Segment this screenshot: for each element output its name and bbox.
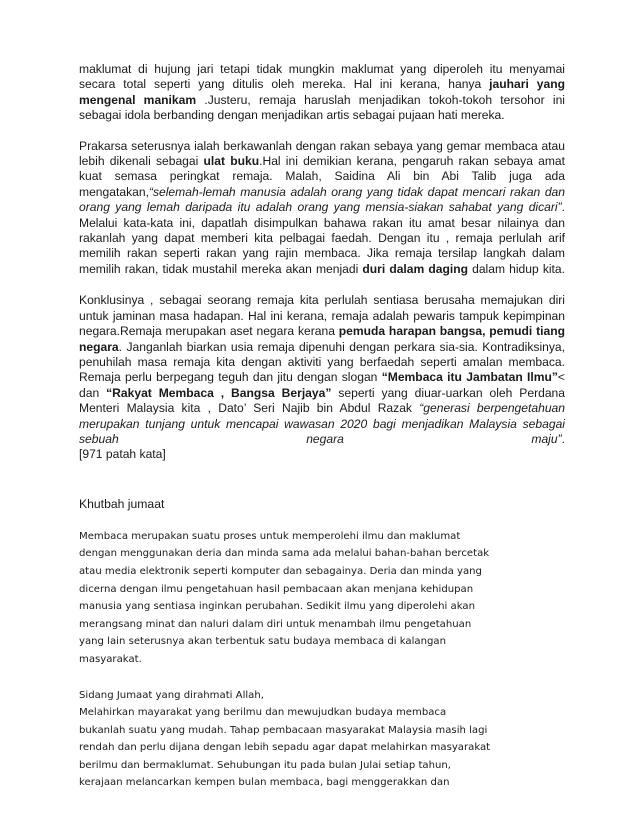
essay-text: < dan bbox=[79, 370, 565, 400]
essay-quote: “selemah-lemah manusia adalah orang yang tidak dapat mencari rakan dan orang yang lemah daripada itu adalah orang yang mensia-siakan sahabat yang dicari” bbox=[79, 184, 565, 215]
text-line: merangsang minat dan naluri dalam diri untuk menambah ilmu pengetahuan bbox=[79, 618, 472, 630]
text-line: Melahirkan mayarakat yang berilmu dan mewujudkan budaya membaca bbox=[79, 707, 447, 719]
text-line: yang lain seterusnya akan terbentuk satu budaya membaca di kalangan bbox=[79, 636, 446, 648]
essay-paragraph-3 bbox=[79, 293, 565, 447]
essay-text: dalam hidup kita. bbox=[468, 261, 565, 276]
text-line: dengan menggunakan deria dan minda sama ada melalui bahan-bahan bercetak bbox=[79, 548, 490, 560]
essay-text: .Justeru, remaja haruslah menjadikan tokoh-tokoh tersohor ini sebagai idola berbanding dengan menjadikan artis sebagai pujaan hati mereka. bbox=[79, 92, 565, 123]
essay-bold-phrase: duri dalam daging bbox=[362, 261, 469, 276]
essay-text: . bbox=[561, 431, 565, 446]
essay-text: Konklusinya , sebagai seorang remaja kita perlulah sentiasa berusaha memajukan diri untuk jaminan masa hadapan. Hal ini kerana, remaja adalah pewaris tampuk kepimpinan negara.Remaja merupakan aset negara kerana bbox=[79, 293, 565, 339]
text-line: atau media elektronik seperti komputer dan sebagainya. Deria dan minda yang bbox=[79, 565, 482, 577]
text-line: Sidang Jumaat yang dirahmati Allah, bbox=[79, 689, 264, 701]
text-line: dicerna dengan ilmu pengetahuan hasil pembacaan akan menjana kehidupan bbox=[79, 583, 474, 595]
essay-bold-phrase: ulat buku bbox=[203, 154, 260, 169]
essay-text: maklumat di hujung jari tetapi tidak mungkin maklumat yang diperoleh itu menyamai secara total seperti yang ditulis oleh mereka. Hal ini kerana, hanya bbox=[79, 62, 565, 92]
essay-text: . Janganlah biarkan usia remaja dipenuhi dengan perkara sia-sia. Kontradiksinya, penuhilah masa remaja kita dengan aktiviti yang berfaedah seperti amalan membaca. Remaja perlu berpegang teguh dan jitu dengan slogan bbox=[79, 339, 565, 385]
text-line: masyarakat. bbox=[79, 653, 142, 665]
text-line: berilmu dan bermaklumat. Sehubungan itu pada bulan Julai setiap tahun, bbox=[79, 759, 451, 771]
document-page bbox=[79, 62, 565, 792]
khutbah-paragraph-2 bbox=[79, 687, 565, 793]
khutbah-paragraph-1 bbox=[79, 528, 565, 669]
text-line: rendah dan perlu dijana dengan lebih sepadu agar dapat melahirkan masyarakat bbox=[79, 742, 491, 754]
essay-bold-phrase: jauhari yang mengenal manikam bbox=[79, 77, 565, 107]
text-line: bukanlah suatu yang mudah. Tahap pembacaan masyarakat Malaysia masih lagi bbox=[79, 724, 488, 736]
text-line: manusia yang sentiasa inginkan perubahan. Sedikit ilmu yang diperolehi akan bbox=[79, 601, 475, 613]
essay-slogan: “Membaca itu Jambatan Ilmu” bbox=[381, 370, 558, 385]
essay-text: Prakarsa seterusnya ialah berkawanlah dengan rakan sebaya yang gemar membaca atau lebih dikenali sebagai bbox=[79, 138, 565, 169]
essay-text: seperti yang diuar-uarkan oleh Perdana Menteri Malaysia kita , Dato’ Seri Najib bin Abdul Razak bbox=[79, 385, 565, 416]
essay-slogan: “Rakyat Membaca , Bangsa Berjaya” bbox=[106, 385, 332, 400]
essay-paragraph-2 bbox=[79, 139, 565, 278]
essay-paragraph-1 bbox=[79, 62, 565, 124]
section-title: Khutbah jumaat bbox=[79, 496, 165, 511]
word-count: [971 patah kata] bbox=[79, 447, 166, 462]
essay-quote: “generasi berpengetahuan merupakan tunjang untuk mencapai wawasan 2020 bagi menjadikan Malaysia sebagai sebuah negara maju” bbox=[79, 401, 565, 446]
text-line: kerajaan melancarkan kempen bulan membaca, bagi menggerakkan dan bbox=[79, 777, 450, 789]
essay-text: .Hal ini demikian kerana, pengaruh rakan sebaya amat kuat semasa peringkat remaja. Malah, Saidina Ali bin Abi Talib juga ada mengatakan, bbox=[79, 154, 566, 199]
essay-text: . Melalui kata-kata ini, dapatlah disimpulkan bahawa rakan itu amat besar nilainya dan rakanlah yang dapat memberi kita pelbagai faedah. Dengan itu , remaja perlulah arif memilih rakan seperti rakan yang rajin membaca. Jika remaja tersilap langkah dalam memilih rakan, tidak mustahil mereka akan menjadi bbox=[79, 200, 565, 276]
essay-bold-phrase: pemuda harapan bangsa, pemudi tiang negara bbox=[79, 324, 565, 354]
text-line: Membaca merupakan suatu proses untuk memperolehi ilmu dan maklumat bbox=[79, 530, 461, 542]
